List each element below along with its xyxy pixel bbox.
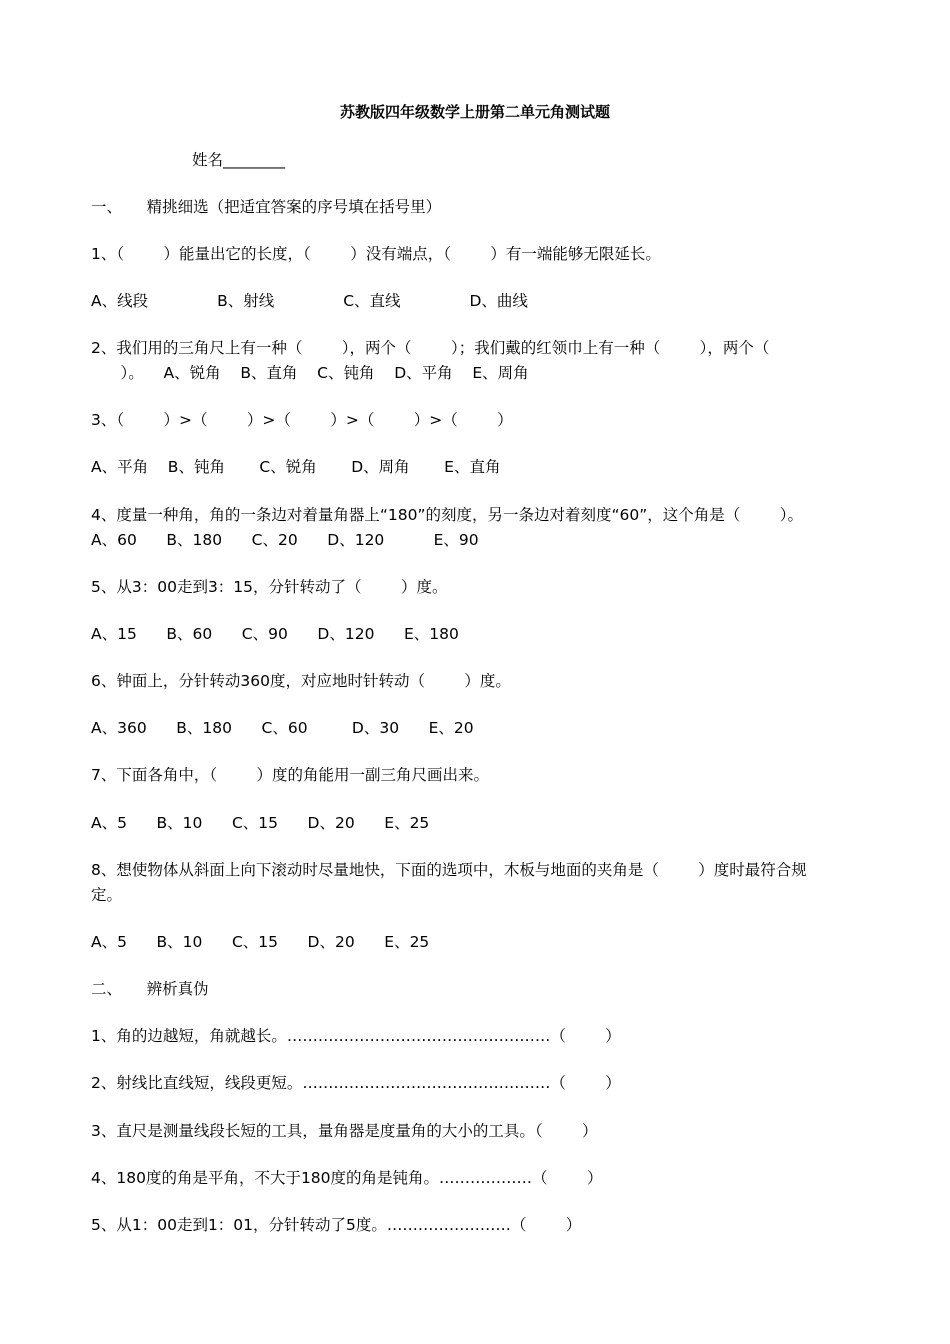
question-2-line-2: ）。 A、锐角 B、直角 C、钝角 D、平角 E、周角 — [91, 364, 529, 382]
question-2-line-1: 2、我们用的三角尺上有一种（ ），两个（ ）；我们戴的红领巾上有一种（ ），两个（ — [91, 339, 770, 357]
question-8-options: A、5 B、10 C、15 D、20 E、25 — [91, 933, 430, 951]
question-8-line-1: 8、想使物体从斜面上向下滚动时尽量地快，下面的选项中，木板与地面的夹角是（ ）度时最符合规 — [91, 861, 807, 879]
question-4-options: A、60 B、180 C、20 D、120 E、90 — [91, 531, 479, 549]
question-4-line-1: 4、度量一种角，角的一条边对着量角器上“180”的刻度，另一条边对着刻度“60”，这个角是（ ）。 — [91, 506, 803, 524]
true-false-item-2: 2、射线比直线短，线段更短。…………………………………………（ ） — [91, 1074, 621, 1092]
question-5: 5、从3：00走到3：15，分针转动了（ ）度。 — [91, 578, 448, 596]
question-8-line-2: 定。 — [91, 886, 123, 904]
question-3-options: A、平角 B、钝角 C、锐角 D、周角 E、直角 — [91, 458, 501, 476]
question-1: 1、（ ）能量出它的长度，（ ）没有端点，（ ）有一端能够无限延长。 — [91, 245, 661, 263]
true-false-item-1: 1、角的边越短，角就越长。……………………………………………（ ） — [91, 1027, 621, 1045]
question-5-options: A、15 B、60 C、90 D、120 E、180 — [91, 625, 459, 643]
question-7-options: A、5 B、10 C、15 D、20 E、25 — [91, 814, 430, 832]
true-false-item-3: 3、直尺是测量线段长短的工具，量角器是度量角的大小的工具。（ ） — [91, 1122, 598, 1140]
question-7: 7、下面各角中，（ ）度的角能用一副三角尺画出来。 — [91, 766, 490, 784]
question-3: 3、（ ）>（ ）>（ ）>（ ）>（ ） — [91, 411, 513, 429]
page-title: 苏教版四年级数学上册第二单元角测试题 — [339, 103, 610, 121]
question-1-options: A、线段 B、射线 C、直线 D、曲线 — [91, 292, 528, 310]
true-false-item-4: 4、180度的角是平角，不大于180度的角是钝角。………………（ ） — [91, 1169, 603, 1187]
question-6-options: A、360 B、180 C、60 D、30 E、20 — [91, 719, 474, 737]
name-field-label: 姓名________ — [192, 151, 286, 169]
true-false-item-5: 5、从1：00走到1：01，分针转动了5度。……………………（ ） — [91, 1216, 582, 1234]
section-heading-true-false: 二、 辨析真伪 — [91, 980, 209, 998]
section-heading-multiple-choice: 一、 精挑细选（把适宜答案的序号填在括号里） — [91, 198, 442, 216]
question-6: 6、钟面上，分针转动360度，对应地时针转动（ ）度。 — [91, 672, 511, 690]
